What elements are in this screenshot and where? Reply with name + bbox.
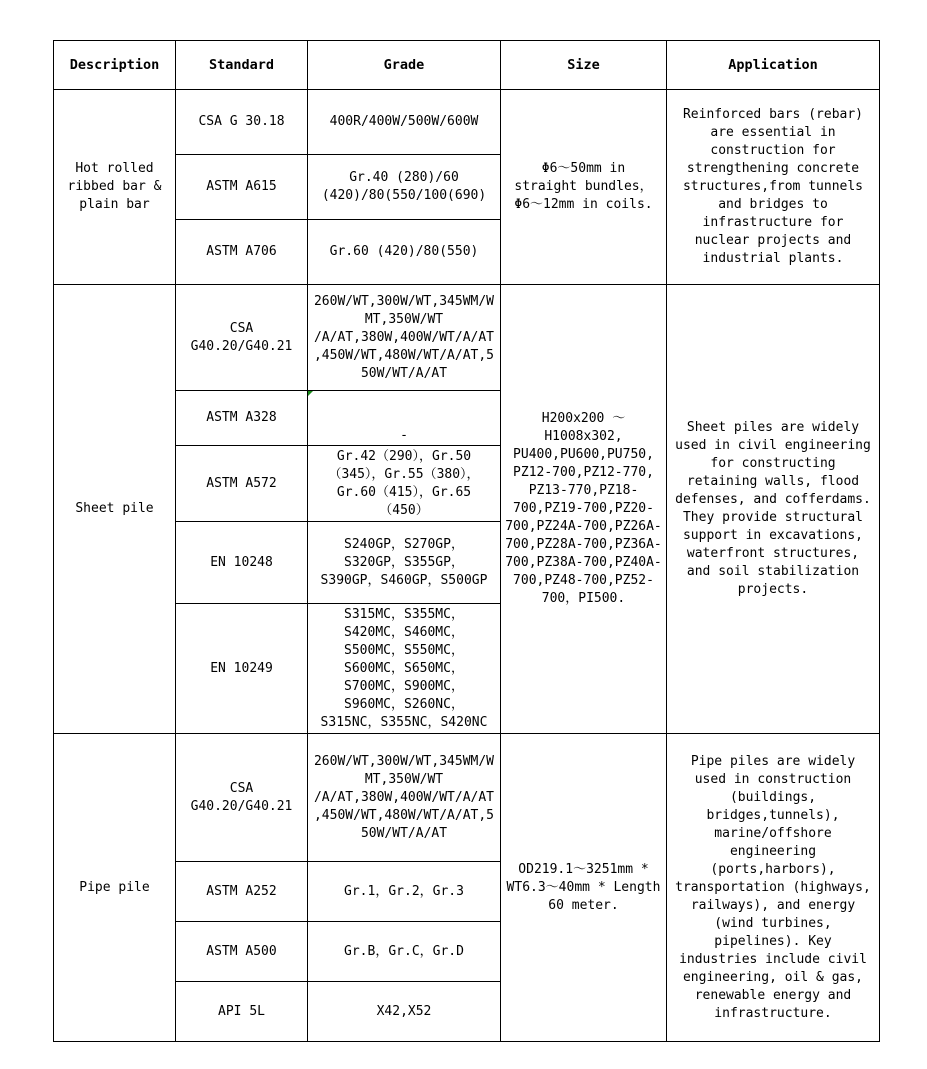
grade-cell: S240GP，S270GP， S320GP，S355GP， S390GP，S460GP，S500GP <box>308 522 501 604</box>
grade-cell: Gr.40 (280)/60 (420)/80(550/100(690) <box>308 155 501 220</box>
grade-cell: S315MC，S355MC， S420MC，S460MC， S500MC，S550MC， S600MC，S650MC， S700MC，S900MC， S960MC，S260NC， S315NC，S355NC，S420NC <box>308 604 501 734</box>
application-cell: Pipe piles are widely used in construction (buildings, bridges,tunnels), marine/offshore engineering (ports,harbors), transportation (highways, railways), and energy (wind turbines, pipelines). Key industries include civil engineering, oil & gas, renewable energy and infrastructure. <box>667 734 880 1042</box>
standard-cell: API 5L <box>176 982 308 1042</box>
header-application: Application <box>667 41 880 90</box>
description-cell: Sheet pile <box>54 285 176 734</box>
standard-cell: ASTM A328 <box>176 391 308 446</box>
standard-cell: CSA G 30.18 <box>176 90 308 155</box>
standard-cell: CSA G40.20/G40.21 <box>176 734 308 862</box>
header-row <box>54 41 880 90</box>
grade-cell: X42,X52 <box>308 982 501 1042</box>
standard-cell: CSA G40.20/G40.21 <box>176 285 308 391</box>
grade-cell: Gr.42（290），Gr.50 （345），Gr.55（380）， Gr.60（415），Gr.65 （450） <box>308 446 501 522</box>
header-grade: Grade <box>308 41 501 90</box>
application-cell: Sheet piles are widely used in civil engineering for constructing retaining walls, flood defenses, and cofferdams. They provide structural support in excavations, waterfront structures, and soil stabilization projects. <box>667 285 880 734</box>
standard-cell: ASTM A706 <box>176 220 308 285</box>
header-size: Size <box>501 41 667 90</box>
grade-cell: Gr.60 (420)/80(550) <box>308 220 501 285</box>
size-cell: Φ6～50mm in straight bundles， Φ6～12mm in coils. <box>501 90 667 285</box>
standard-cell: EN 10249 <box>176 604 308 734</box>
standard-cell: ASTM A252 <box>176 862 308 922</box>
table-row <box>54 734 880 862</box>
grade-cell: Gr.1，Gr.2，Gr.3 <box>308 862 501 922</box>
header-standard: Standard <box>176 41 308 90</box>
table-row <box>54 90 880 155</box>
size-cell: OD219.1～3251mm * WT6.3～40mm * Length 60 meter. <box>501 734 667 1042</box>
grade-cell: Gr.B，Gr.C，Gr.D <box>308 922 501 982</box>
standard-cell: ASTM A572 <box>176 446 308 522</box>
table-row <box>54 285 880 391</box>
grade-cell: 260W/WT,300W/WT,345WM/W MT,350W/WT /A/AT,380W,400W/WT/A/AT ,450W/WT,480W/WT/A/AT,5 50W/WT/A/AT <box>308 734 501 862</box>
grade-cell: 260W/WT,300W/WT,345WM/W MT,350W/WT /A/AT,380W,400W/WT/A/AT ,450W/WT,480W/WT/A/AT,5 50W/WT/A/AT <box>308 285 501 391</box>
product-spec-table <box>53 40 880 1042</box>
cell-comment-marker-icon[interactable] <box>308 391 313 396</box>
standard-cell: ASTM A615 <box>176 155 308 220</box>
application-cell: Reinforced bars (rebar) are essential in construction for strengthening concrete structures,from tunnels and bridges to infrastructure for nuclear projects and industrial plants. <box>667 90 880 285</box>
standard-cell: EN 10248 <box>176 522 308 604</box>
description-cell: Hot rolled ribbed bar & plain bar <box>54 90 176 285</box>
standard-cell: ASTM A500 <box>176 922 308 982</box>
size-cell: H200x200 ～ H1008x302, PU400,PU600,PU750, PZ12-700,PZ12-770, PZ13-770,PZ18- 700,PZ19-700,PZ20- 700,PZ24A-700,PZ26A- 700,PZ28A-700,PZ36A- 700,PZ38A-700,PZ40A- 700,PZ48-700,PZ52- 700，PI500. <box>501 285 667 734</box>
header-description: Description <box>54 41 176 90</box>
grade-cell[interactable] <box>308 391 501 446</box>
description-cell: Pipe pile <box>54 734 176 1042</box>
grade-text: - <box>400 428 408 443</box>
grade-cell: 400R/400W/500W/600W <box>308 90 501 155</box>
